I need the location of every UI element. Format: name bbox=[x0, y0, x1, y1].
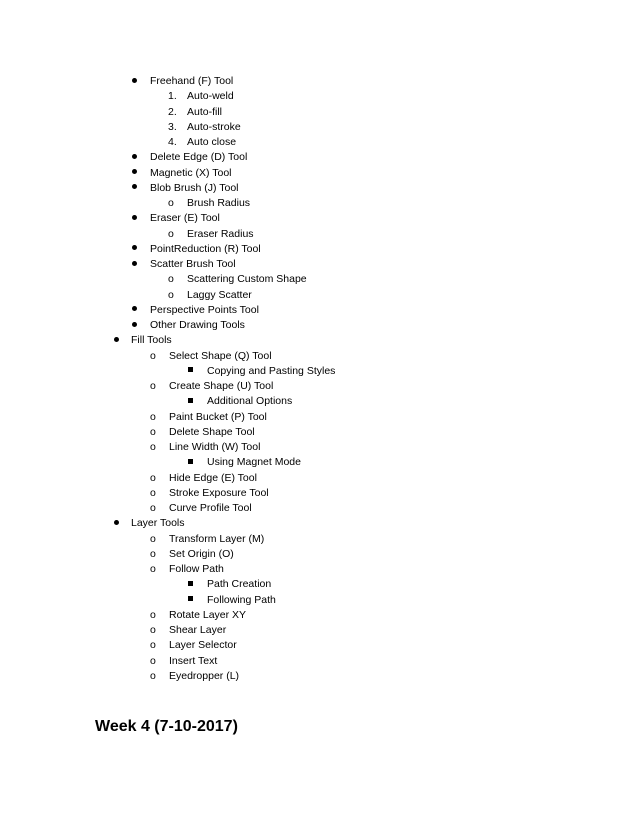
circle-bullet-icon: o bbox=[150, 654, 156, 667]
bullet-icon bbox=[132, 303, 146, 318]
list-item-label: Eraser Radius bbox=[187, 227, 254, 240]
circle-bullet-icon: o bbox=[150, 425, 156, 438]
bullet-icon bbox=[132, 242, 146, 257]
list-item-label: Create Shape (U) Tool bbox=[169, 380, 274, 392]
circle-bullet-icon: o bbox=[168, 288, 174, 301]
bullet-icon bbox=[132, 166, 146, 181]
circle-bullet-icon: o bbox=[150, 639, 156, 652]
list-item-label: Eyedropper (L) bbox=[169, 669, 240, 682]
list-item-label: Insert Text bbox=[169, 654, 218, 667]
circle-bullet-icon: o bbox=[150, 349, 156, 362]
list-item-label: Shear Layer bbox=[169, 624, 227, 636]
list-item-label: Using Magnet Mode bbox=[207, 456, 301, 469]
list-item-label: Curve Profile Tool bbox=[169, 502, 252, 514]
list-number: 3. bbox=[168, 120, 177, 133]
list-item-label: Magnetic (X) Tool bbox=[150, 166, 232, 179]
list-item-label: Brush Radius bbox=[187, 197, 251, 209]
bullet-icon bbox=[132, 150, 146, 165]
circle-bullet-icon: o bbox=[150, 669, 156, 682]
circle-bullet-icon: o bbox=[168, 227, 174, 240]
square-bullet-icon bbox=[188, 455, 202, 470]
list-item-label: Rotate Layer XY bbox=[169, 608, 247, 621]
list-item-label: Scatter Brush Tool bbox=[150, 258, 236, 270]
list-item-label: Auto-fill bbox=[187, 105, 223, 118]
bullet-icon bbox=[132, 211, 146, 226]
circle-bullet-icon: o bbox=[150, 608, 156, 621]
square-bullet-icon bbox=[188, 364, 202, 379]
list-item-label: Layer Selector bbox=[169, 639, 237, 652]
circle-bullet-icon: o bbox=[150, 410, 156, 423]
list-item-label: Following Path bbox=[207, 593, 276, 606]
circle-bullet-icon: o bbox=[150, 441, 156, 453]
circle-bullet-icon: o bbox=[150, 563, 156, 575]
list-item-label: Auto close bbox=[187, 136, 237, 148]
list-item-label: Line Width (W) Tool bbox=[169, 441, 261, 453]
square-bullet-icon bbox=[188, 577, 202, 592]
list-item-label: Laggy Scatter bbox=[187, 288, 252, 301]
list-item-label: Path Creation bbox=[207, 578, 272, 591]
list-item-label: Other Drawing Tools bbox=[150, 319, 245, 331]
bullet-icon bbox=[132, 257, 146, 272]
list-item-label: Select Shape (Q) Tool bbox=[169, 349, 272, 362]
list-item-label: Transform Layer (M) bbox=[169, 532, 265, 545]
bullet-icon bbox=[132, 181, 146, 196]
circle-bullet-icon: o bbox=[150, 486, 156, 499]
circle-bullet-icon: o bbox=[150, 547, 156, 560]
circle-bullet-icon: o bbox=[168, 197, 174, 209]
bullet-icon bbox=[114, 516, 128, 531]
list-item-label: Auto-weld bbox=[187, 90, 234, 103]
week-heading: Week 4 (7-10-2017) bbox=[95, 718, 238, 735]
square-bullet-icon bbox=[188, 593, 202, 608]
circle-bullet-icon: o bbox=[150, 624, 156, 636]
list-item-label: Freehand (F) Tool bbox=[150, 75, 234, 87]
list-item-label: Additional Options bbox=[207, 395, 293, 408]
circle-bullet-icon: o bbox=[150, 502, 156, 514]
list-item-label: Follow Path bbox=[169, 563, 224, 575]
circle-bullet-icon: o bbox=[168, 273, 174, 286]
list-item-label: Copying and Pasting Styles bbox=[207, 364, 336, 377]
bullet-icon bbox=[132, 74, 146, 89]
list-item-label: Delete Edge (D) Tool bbox=[150, 151, 248, 164]
list-item-label: Eraser (E) Tool bbox=[150, 212, 220, 225]
list-item-label: Stroke Exposure Tool bbox=[169, 486, 269, 499]
list-number: 4. bbox=[168, 136, 177, 148]
bullet-icon bbox=[114, 333, 128, 348]
list-item-label: Perspective Points Tool bbox=[150, 303, 259, 316]
circle-bullet-icon: o bbox=[150, 380, 156, 392]
list-item-label: Scattering Custom Shape bbox=[187, 273, 307, 286]
list-item-label: Fill Tools bbox=[131, 334, 172, 347]
circle-bullet-icon: o bbox=[150, 532, 156, 545]
bullet-icon bbox=[132, 318, 146, 333]
list-item-label: Hide Edge (E) Tool bbox=[169, 471, 257, 484]
list-item-label: Delete Shape Tool bbox=[169, 425, 255, 438]
list-item-label: PointReduction (R) Tool bbox=[150, 242, 261, 255]
list-item-label: Set Origin (O) bbox=[169, 547, 234, 560]
list-number: 1. bbox=[168, 90, 177, 103]
list-item-label: Auto-stroke bbox=[187, 120, 241, 133]
circle-bullet-icon: o bbox=[150, 471, 156, 484]
list-number: 2. bbox=[168, 105, 177, 118]
square-bullet-icon bbox=[188, 394, 202, 409]
list-item-label: Blob Brush (J) Tool bbox=[150, 181, 239, 194]
list-item-label: Paint Bucket (P) Tool bbox=[169, 410, 267, 423]
list-item-label: Layer Tools bbox=[131, 517, 185, 530]
